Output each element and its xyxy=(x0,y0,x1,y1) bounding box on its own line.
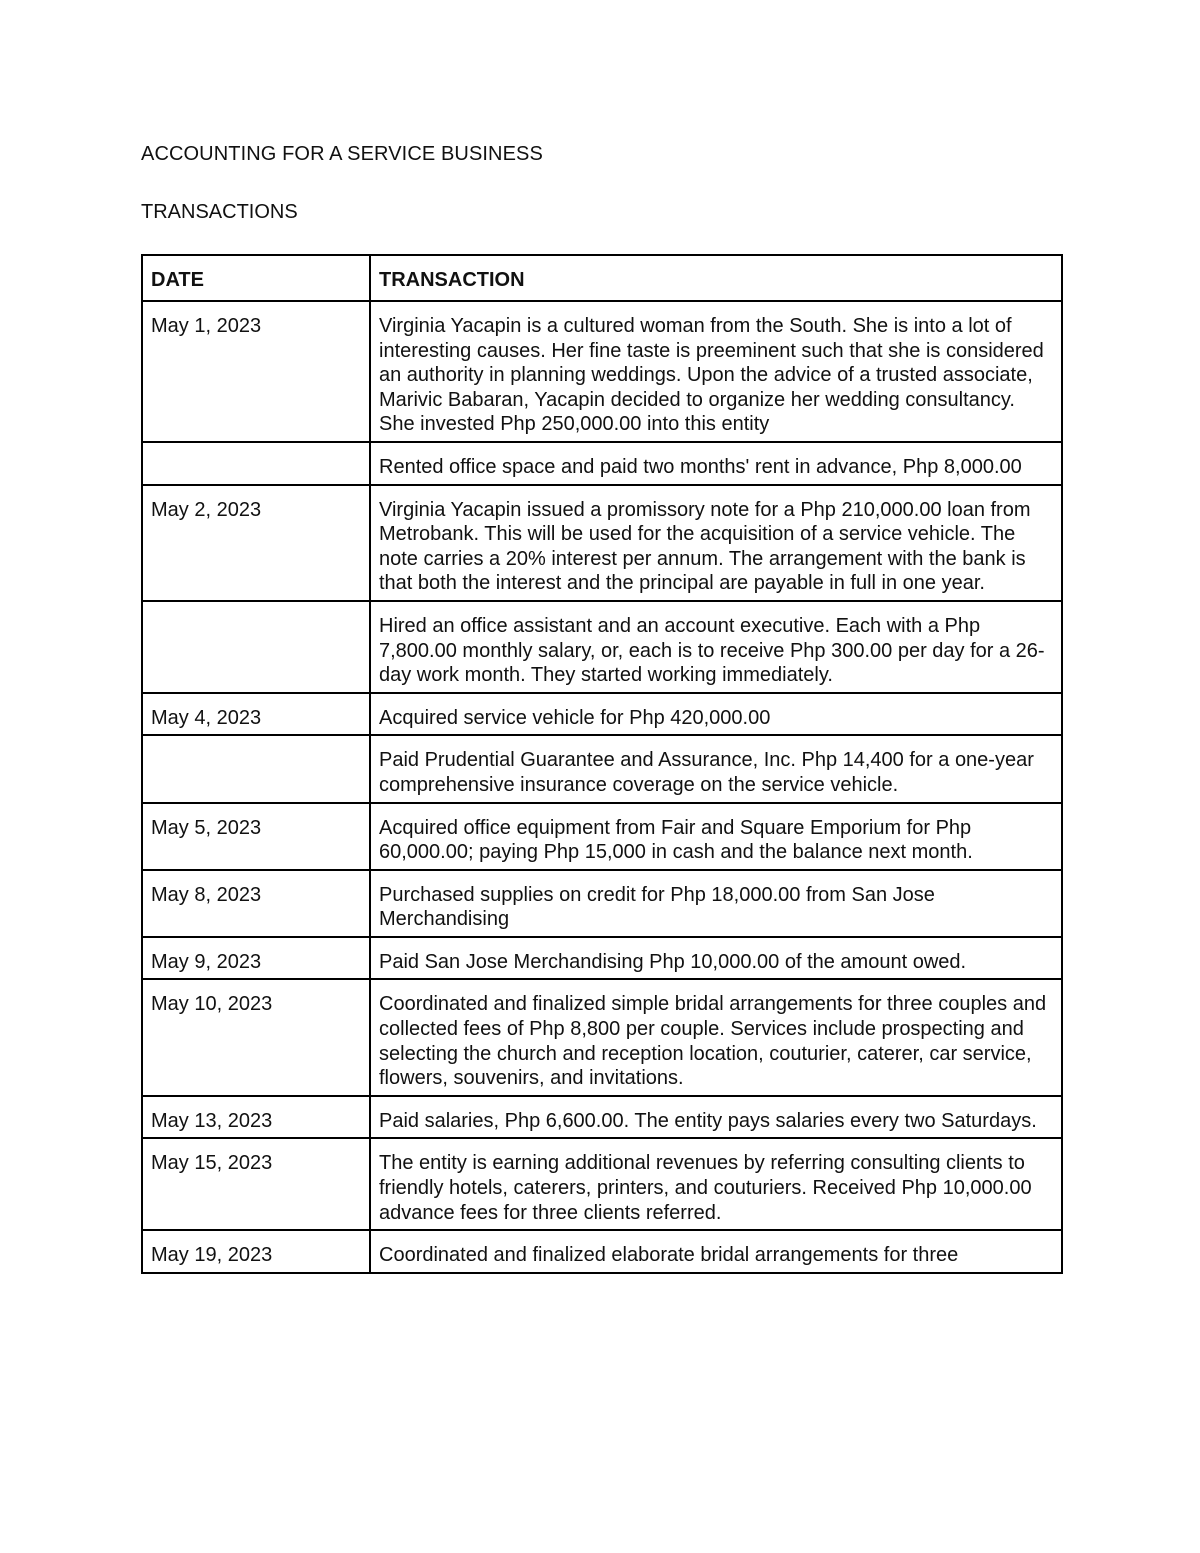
table-row xyxy=(142,803,1062,870)
transaction-text: Hired an office assistant and an account executive. Each with a Php 7,800.00 monthly salary, or, each is to receive Php 300.00 per day for a 26-day work month. They started working immediately. xyxy=(379,614,1045,687)
table-row xyxy=(142,870,1062,937)
date-cell: May 1, 2023 xyxy=(142,301,370,442)
table-row xyxy=(142,1230,1062,1273)
date-cell xyxy=(142,442,370,485)
transaction-cell xyxy=(370,301,1062,442)
transaction-text: Acquired office equipment from Fair and Square Emporium for Php 60,000.00; paying Php 15,000 in cash and the balance next month. xyxy=(379,816,973,864)
transaction-cell xyxy=(370,485,1062,601)
transaction-cell xyxy=(370,693,1062,736)
table-row xyxy=(142,979,1062,1095)
date-cell: May 2, 2023 xyxy=(142,485,370,601)
table-row xyxy=(142,1096,1062,1139)
transaction-text: Paid salaries, Php 6,600.00. The entity pays salaries every two Saturdays. xyxy=(379,1109,1037,1132)
transactions-table xyxy=(141,254,1063,1274)
date-cell xyxy=(142,601,370,693)
table-row xyxy=(142,937,1062,980)
date-cell: May 4, 2023 xyxy=(142,693,370,736)
transaction-cell xyxy=(370,979,1062,1095)
table-row xyxy=(142,601,1062,693)
transaction-cell xyxy=(370,803,1062,870)
transaction-text: Rented office space and paid two months' rent in advance, Php 8,000.00 xyxy=(379,455,1022,478)
transaction-text: The entity is earning additional revenues by referring consulting clients to friendly hotels, caterers, printers, and couturiers. Received Php 10,000.00 advance fees for three clients referred. xyxy=(379,1152,1032,1224)
table-row xyxy=(142,693,1062,736)
date-cell: May 10, 2023 xyxy=(142,979,370,1095)
transaction-column-header: TRANSACTION xyxy=(370,255,1062,301)
transaction-cell xyxy=(370,1096,1062,1139)
transaction-text: Paid Prudential Guarantee and Assurance, Inc. Php 14,400 for a one-year comprehensive insurance coverage on the service vehicle. xyxy=(379,749,1034,796)
transaction-text: Acquired service vehicle for Php 420,000.00 xyxy=(379,706,771,729)
transaction-cell xyxy=(370,735,1062,802)
date-cell: May 9, 2023 xyxy=(142,937,370,980)
date-column-header: DATE xyxy=(142,255,370,301)
transaction-cell xyxy=(370,937,1062,980)
table-row xyxy=(142,1138,1062,1230)
date-cell: May 19, 2023 xyxy=(142,1230,370,1273)
date-cell: May 5, 2023 xyxy=(142,803,370,870)
date-cell: May 13, 2023 xyxy=(142,1096,370,1139)
table-header-row xyxy=(142,255,1062,301)
transaction-cell xyxy=(370,1138,1062,1230)
table-row xyxy=(142,735,1062,802)
date-cell: May 15, 2023 xyxy=(142,1138,370,1230)
transaction-cell xyxy=(370,442,1062,485)
transaction-text: Virginia Yacapin is a cultured woman from the South. She is into a lot of interesting causes. Her fine taste is preeminent such that she is considered an authority in planning weddings. Upon the advice of a trusted associate, Marivic Babaran, Yacapin decided to organize her wedding consultancy. She invested Php 250,000.00 into this entity xyxy=(379,315,1044,436)
date-cell xyxy=(142,735,370,802)
transaction-text: Paid San Jose Merchandising Php 10,000.00 of the amount owed. xyxy=(379,950,967,973)
transaction-cell xyxy=(370,601,1062,693)
document-title: ACCOUNTING FOR A SERVICE BUSINESS xyxy=(141,143,543,165)
date-cell: May 8, 2023 xyxy=(142,870,370,937)
transaction-text: Virginia Yacapin issued a promissory note for a Php 210,000.00 loan from Metrobank. This will be used for the acquisition of a service vehicle. The note carries a 20% interest per annum. The arrangement with the bank is that both the interest and the principal are payable in full in one year. xyxy=(379,498,1031,595)
transaction-text: Coordinated and finalized elaborate bridal arrangements for three xyxy=(379,1244,959,1267)
transaction-text: Purchased supplies on credit for Php 18,000.00 from San Jose Merchandising xyxy=(379,883,935,931)
table-row xyxy=(142,301,1062,442)
section-title: TRANSACTIONS xyxy=(141,201,298,223)
transaction-text: Coordinated and finalized simple bridal arrangements for three couples and collected fees of Php 8,800 per couple. Services include prospecting and selecting the church and reception location, couturier, caterer, car service, flowers, souvenirs, and invitations. xyxy=(379,993,1047,1090)
transaction-cell xyxy=(370,870,1062,937)
table-row xyxy=(142,442,1062,485)
transaction-cell xyxy=(370,1230,1062,1273)
table-row xyxy=(142,485,1062,601)
